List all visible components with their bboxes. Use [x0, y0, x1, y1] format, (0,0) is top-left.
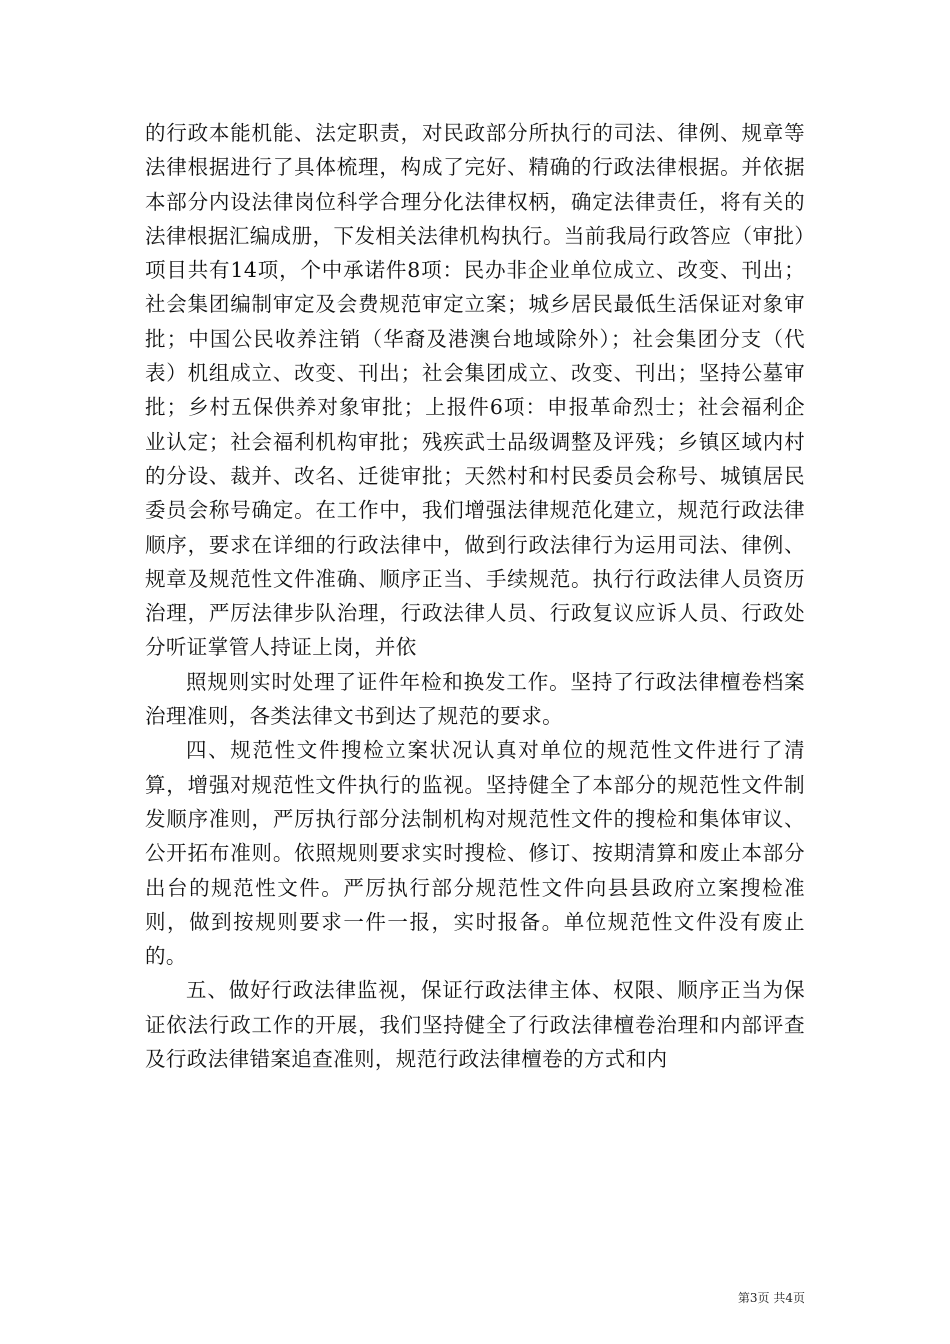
document-body	[145, 116, 805, 1076]
paragraph-section-five: 五、做好行政法律监视，保证行政法律主体、权限、顺序正当为保证依法行政工作的开展，我们坚持健全了行政法律檀卷治理和内部评查及行政法律错案追查准则，规范行政法律檀卷的方式和内	[145, 978, 805, 1072]
paragraph-section-four: 四、规范性文件搜检立案状况认真对单位的规范性文件进行了清算，增强对规范性文件执行的监视。坚持健全了本部分的规范性文件制发顺序准则，严厉执行部分法制机构对规范性文件的搜检和集体审议、公开拓布准则。依照规则要求实时搜检、修订、按期清算和废止本部分出台的规范性文件。严厉执行部分规范性文件向县县政府立案搜检准则，做到按规则要求一件一报，实时报备。单位规范性文件没有废止的。	[145, 738, 805, 969]
paragraph-continuation: 的行政本能机能、法定职责，对民政部分所执行的司法、律例、规章等法律根据进行了具体梳理，构成了完好、精确的行政法律根据。并依据本部分内设法律岗位科学合理分化法律权柄，确定法律责任，将有关的法律根据汇编成册，下发相关法律机构执行。当前我局行政答应（审批）项目共有14项，个中承诺件8项：民办非企业单位成立、改变、刊出；社会集团编制审定及会费规范审定立案；城乡居民最低生活保证对象审批；中国公民收养注销（华裔及港澳台地域除外）；社会集团分支（代表）机组成立、改变、刊出；社会集团成立、改变、刊出；坚持公墓审批；乡村五保供养对象审批；上报件6项：申报革命烈士；社会福利企业认定；社会福利机构审批；残疾武士品级调整及评残；乡镇区域内村的分设、裁并、改名、迁徙审批；天然村和村民委员会称号、城镇居民委员会称号确定。在工作中，我们增强法律规范化建立，规范行政法律顺序，要求在详细的行政法律中，做到行政法律行为运用司法、律例、规章及规范性文件准确、顺序正当、手续规范。执行行政法律人员资历治理，严厉法律步队治理，行政法律人员、行政复议应诉人员、行政处分听证掌管人持证上岗，并依	[145, 121, 805, 660]
paragraph-certificate-inspection: 照规则实时处理了证件年检和换发工作。坚持了行政法律檀卷档案治理准则，各类法律文书到达了规范的要求。	[145, 669, 805, 729]
page-number-footer: 第3页 共4页	[737, 1291, 805, 1305]
